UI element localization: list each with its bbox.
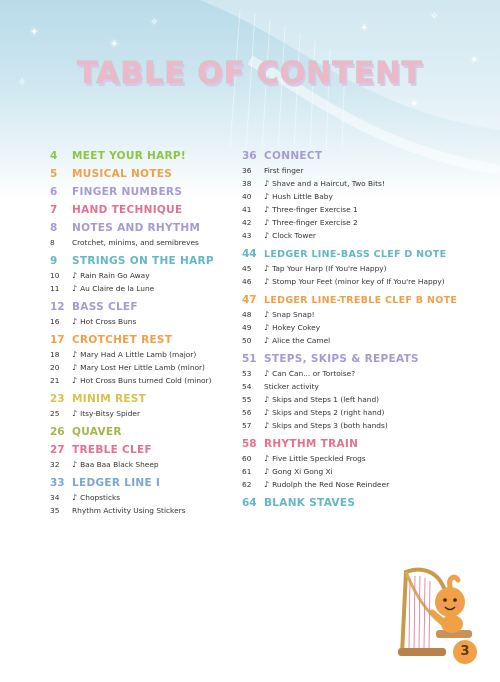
entry-page: 16	[50, 317, 60, 326]
chapter-page: 27	[50, 444, 65, 456]
music-note-icon: ♪	[264, 277, 270, 286]
music-note-icon: ♪	[72, 376, 78, 385]
page-number-badge: 3	[453, 640, 477, 664]
chapter-page: 36	[242, 150, 257, 162]
chapter-title: NOTES AND RHYTHM	[72, 222, 201, 234]
music-note-icon: ♪	[264, 192, 270, 201]
entry-title: Au Claire de la Lune	[80, 284, 155, 293]
chapter-page: 64	[242, 497, 257, 509]
toc-chapter[interactable]	[50, 477, 235, 489]
toc-entry[interactable]	[242, 452, 467, 465]
toc-entry[interactable]	[242, 190, 467, 203]
music-note-icon: ♪	[264, 369, 270, 378]
toc-entry[interactable]	[242, 406, 467, 419]
entry-page: 57	[242, 421, 252, 430]
toc-chapter[interactable]	[50, 204, 235, 216]
chapter-page: 47	[242, 294, 257, 306]
entry-page: 18	[50, 350, 60, 359]
entry-page: 45	[242, 264, 252, 273]
chapter-page: 51	[242, 353, 257, 365]
entry-title: Itsy-Bitsy Spider	[80, 409, 140, 418]
music-note-icon: ♪	[72, 317, 78, 326]
entry-title: Gong Xi Gong Xi	[272, 467, 333, 476]
music-note-icon: ♪	[264, 454, 270, 463]
toc-chapter[interactable]	[50, 301, 235, 313]
entry-title: Hot Cross Buns turned Cold (minor)	[80, 376, 212, 385]
toc-entry[interactable]	[50, 491, 235, 504]
entry-page: 10	[50, 271, 60, 280]
entry-page: 56	[242, 408, 252, 417]
chapter-page: 5	[50, 168, 58, 180]
sparkle-icon: ✦	[470, 55, 479, 66]
music-note-icon: ♪	[72, 460, 78, 469]
chapter-title: RHYTHM TRAIN	[264, 438, 359, 450]
toc-entry[interactable]	[50, 458, 235, 471]
chapter-page: 7	[50, 204, 58, 216]
toc-entry[interactable]	[242, 164, 467, 177]
toc-chapter[interactable]	[242, 438, 467, 450]
toc-chapter[interactable]	[50, 444, 235, 456]
entry-title: Skips and Steps 3 (both hands)	[272, 421, 388, 430]
chapter-title: LEDGER LINE I	[72, 477, 161, 489]
entry-title: Skips and Steps 2 (right hand)	[272, 408, 385, 417]
entry-page: 42	[242, 218, 252, 227]
toc-chapter[interactable]	[50, 222, 235, 234]
toc-chapter[interactable]	[50, 334, 235, 346]
music-note-icon: ♪	[264, 421, 270, 430]
music-note-icon: ♪	[264, 205, 270, 214]
entry-title: Three-finger Exercise 1	[272, 205, 358, 214]
entry-page: 53	[242, 369, 252, 378]
toc-entry[interactable]	[50, 374, 235, 387]
music-note-icon: ♪	[264, 218, 270, 227]
toc-chapter[interactable]	[242, 497, 467, 509]
entry-page: 55	[242, 395, 252, 404]
entry-title: Chopsticks	[80, 493, 121, 502]
entry-title: Rudolph the Red Nose Reindeer	[272, 480, 390, 489]
chapter-title: BASS CLEF	[72, 301, 138, 313]
entry-title: Rhythm Activity Using Stickers	[72, 506, 186, 515]
entry-page: 54	[242, 382, 252, 391]
toc-entry[interactable]	[242, 393, 467, 406]
chapter-title: MEET YOUR HARP!	[72, 150, 187, 162]
toc-entry[interactable]	[50, 236, 235, 249]
toc-entry[interactable]	[242, 229, 467, 242]
entry-page: 20	[50, 363, 60, 372]
entry-title: First finger	[264, 166, 304, 175]
toc-entry[interactable]	[50, 504, 235, 517]
music-note-icon: ♪	[264, 179, 270, 188]
entry-title: Stomp Your Feet (minor key of If You're Happy)	[272, 277, 445, 286]
chapter-title: CROTCHET REST	[72, 334, 173, 346]
chapter-title: QUAVER	[72, 426, 122, 438]
sparkle-icon: ✧	[150, 17, 159, 28]
toc-entry[interactable]	[242, 367, 467, 380]
toc-entry[interactable]	[242, 177, 467, 190]
entry-title: Crotchet, minims, and semibreves	[72, 238, 199, 247]
entry-page: 32	[50, 460, 60, 469]
entry-title: Hokey Cokey	[272, 323, 321, 332]
entry-page: 11	[50, 284, 60, 293]
toc-column-right	[242, 144, 467, 511]
chapter-page: 17	[50, 334, 65, 346]
music-note-icon: ♪	[264, 408, 270, 417]
sparkle-icon: ✧	[430, 11, 439, 22]
chapter-title: BLANK STAVES	[264, 497, 356, 509]
chapter-page: 26	[50, 426, 65, 438]
toc-chapter[interactable]	[50, 393, 235, 405]
entry-page: 41	[242, 205, 252, 214]
toc-chapter[interactable]	[50, 255, 235, 267]
music-note-icon: ♪	[264, 231, 270, 240]
music-note-icon: ♪	[72, 409, 78, 418]
entry-page: 21	[50, 376, 60, 385]
entry-title: Snap Snap!	[272, 310, 315, 319]
entry-title: Rain Rain Go Away	[80, 271, 150, 280]
toc-entry[interactable]	[50, 269, 235, 282]
entry-page: 36	[242, 166, 252, 175]
toc-entry[interactable]	[242, 262, 467, 275]
entry-title: Mary Lost Her Little Lamb (minor)	[80, 363, 205, 372]
entry-page: 48	[242, 310, 252, 319]
entry-page: 40	[242, 192, 252, 201]
entry-page: 8	[50, 238, 55, 247]
chapter-title: LEDGER LINE-TREBLE CLEF B NOTE	[264, 295, 458, 306]
toc-chapter[interactable]	[242, 248, 467, 260]
toc-entry[interactable]	[242, 380, 467, 393]
entry-page: 25	[50, 409, 60, 418]
entry-page: 50	[242, 336, 252, 345]
toc-entry[interactable]	[242, 203, 467, 216]
music-note-icon: ♪	[72, 363, 78, 372]
chapter-title: CONNECT	[264, 150, 323, 162]
toc-chapter[interactable]	[50, 150, 235, 162]
toc-entry[interactable]	[242, 321, 467, 334]
toc-entry[interactable]	[50, 407, 235, 420]
chapter-page: 33	[50, 477, 65, 489]
chapter-title: FINGER NUMBERS	[72, 186, 183, 198]
chapter-page: 23	[50, 393, 65, 405]
toc-entry[interactable]	[242, 216, 467, 229]
toc-entry[interactable]	[242, 334, 467, 347]
chapter-title: HAND TECHNIQUE	[72, 204, 183, 216]
music-note-icon: ♪	[264, 480, 270, 489]
entry-page: 35	[50, 506, 60, 515]
entry-title: Mary Had A Little Lamb (major)	[80, 350, 197, 359]
chapter-title: STRINGS ON THE HARP	[72, 255, 214, 267]
entry-page: 49	[242, 323, 252, 332]
chapter-title: MUSICAL NOTES	[72, 168, 173, 180]
music-note-icon: ♪	[264, 336, 270, 345]
entry-page: 46	[242, 277, 252, 286]
music-note-icon: ♪	[264, 395, 270, 404]
music-note-icon: ♪	[72, 271, 78, 280]
toc-chapter[interactable]	[242, 294, 467, 306]
entry-title: Five Little Speckled Frogs	[272, 454, 366, 463]
entry-page: 34	[50, 493, 60, 502]
toc-entry[interactable]	[242, 419, 467, 432]
chapter-title: TREBLE CLEF	[72, 444, 152, 456]
sparkle-icon: ✦	[30, 27, 39, 38]
sparkle-icon: ✧	[18, 77, 27, 88]
music-note-icon: ♪	[72, 493, 78, 502]
entry-title: Clock Tower	[272, 231, 316, 240]
entry-title: Shave and a Haircut, Two Bits!	[272, 179, 385, 188]
entry-title: Hot Cross Buns	[80, 317, 137, 326]
chapter-page: 58	[242, 438, 257, 450]
chapter-title: STEPS, SKIPS & REPEATS	[264, 353, 419, 365]
toc-chapter[interactable]	[50, 168, 235, 180]
toc-entry[interactable]	[242, 308, 467, 321]
entry-page: 43	[242, 231, 252, 240]
toc-column-left	[50, 144, 235, 517]
toc-chapter[interactable]	[50, 186, 235, 198]
toc-chapter[interactable]	[242, 150, 467, 162]
entry-page: 61	[242, 467, 252, 476]
entry-title: Can Can... or Tortoise?	[272, 369, 356, 378]
entry-title: Skips and Steps 1 (left hand)	[272, 395, 380, 404]
toc-chapter[interactable]	[50, 426, 235, 438]
toc-entry[interactable]	[242, 465, 467, 478]
page-title: TABLE OF CONTENT	[77, 56, 423, 91]
entry-title: Three-finger Exercise 2	[272, 218, 358, 227]
toc-entry[interactable]	[50, 348, 235, 361]
music-note-icon: ♪	[72, 350, 78, 359]
entry-title: Baa Baa Black Sheep	[80, 460, 159, 469]
toc-entry[interactable]	[50, 315, 235, 328]
sparkle-icon: ✦	[360, 23, 369, 34]
toc-entry[interactable]	[50, 361, 235, 374]
chapter-page: 9	[50, 255, 58, 267]
chapter-page: 8	[50, 222, 58, 234]
entry-title: Sticker activity	[264, 382, 319, 391]
entry-page: 62	[242, 480, 252, 489]
chapter-title: MINIM REST	[72, 393, 147, 405]
chapter-title: LEDGER LINE-BASS CLEF D NOTE	[264, 249, 447, 260]
sparkle-icon: ✦	[110, 39, 119, 50]
chapter-page: 44	[242, 248, 257, 260]
entry-page: 60	[242, 454, 252, 463]
music-note-icon: ♪	[264, 323, 270, 332]
toc-chapter[interactable]	[242, 353, 467, 365]
toc-entry[interactable]	[50, 282, 235, 295]
sparkle-icon: ✦	[410, 99, 419, 110]
toc-entry[interactable]	[242, 478, 467, 491]
music-note-icon: ♪	[72, 284, 78, 293]
chapter-page: 12	[50, 301, 65, 313]
entry-title: Alice the Camel	[272, 336, 331, 345]
music-note-icon: ♪	[264, 467, 270, 476]
chapter-page: 4	[50, 150, 58, 162]
entry-title: Hush Little Baby	[272, 192, 333, 201]
music-note-icon: ♪	[264, 310, 270, 319]
entry-title: Tap Your Harp (If You're Happy)	[272, 264, 387, 273]
toc-entry[interactable]	[242, 275, 467, 288]
music-note-icon: ♪	[264, 264, 270, 273]
entry-page: 38	[242, 179, 252, 188]
chapter-page: 6	[50, 186, 58, 198]
